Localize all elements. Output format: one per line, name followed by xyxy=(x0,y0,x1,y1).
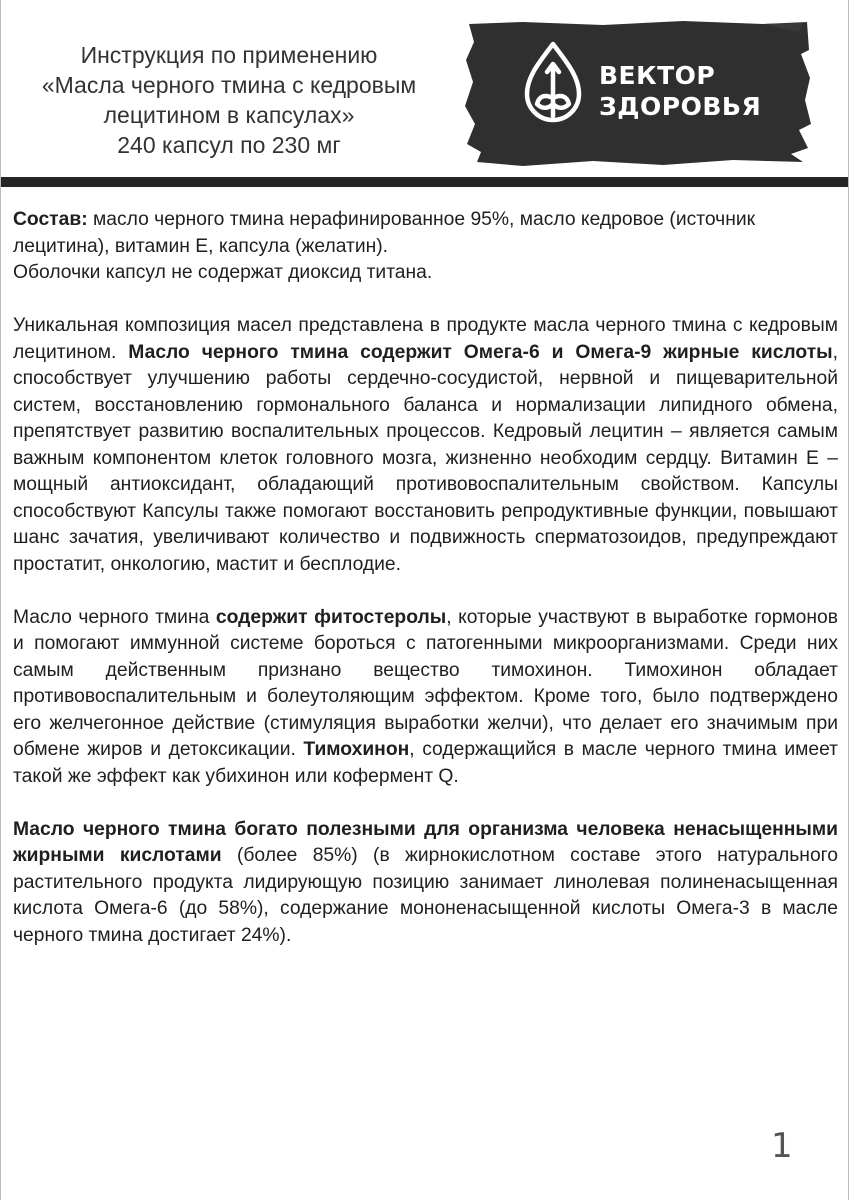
page-number: 1 xyxy=(771,1126,793,1166)
text-segment: , которые участвуют в выработке гормонов и помогают иммунной системе бороться с патогенными микроорганизмами. Среди них самым действенным признано вещество тимохинон. Тимохинон обладает противовоспалительным и болеутоляющим эффектом. Кроме того, было подтверждено его желчегонное действие (стимуляция выработки желчи), что делает его значимым при обмене жиров и детоксикации. xyxy=(13,606,839,760)
header xyxy=(1,0,848,177)
title-line: «Масла черного тмина с кедровым xyxy=(41,72,417,98)
highlight-text: содержит фитостеролы xyxy=(215,606,447,628)
brand-logo xyxy=(463,20,813,170)
fatty-acids-paragraph xyxy=(13,817,838,950)
header-divider xyxy=(1,177,848,187)
logo-text xyxy=(599,60,761,122)
highlight-text: Масло черного тмина богато полезными для организма человека ненасыщенными жирными кислотами xyxy=(13,818,838,866)
document-title xyxy=(9,40,449,160)
title-line: лецитином в капсулах» xyxy=(103,102,355,128)
logo-text-line: ВЕКТОР xyxy=(599,61,716,90)
text-segment: Уникальная композиция масел представлена в продукте масла черного тмина с кедровым лецитином. xyxy=(13,315,838,363)
title-line: Инструкция по применению xyxy=(80,42,378,68)
composition-text: масло черного тмина нерафинированное 95%, масло кедровое (источник лецитина), витамин Е, капсула (желатин). xyxy=(13,209,756,257)
logo-text-line: ЗДОРОВЬЯ xyxy=(599,92,762,121)
omega-paragraph xyxy=(13,313,838,578)
highlight-text: Масло черного тмина содержит Омега-6 и Омега-9 жирные кислоты xyxy=(128,341,833,363)
phytosterols-paragraph xyxy=(13,605,838,791)
text-segment: Масло черного тмина xyxy=(13,606,216,628)
highlight-text: Тимохинон xyxy=(303,739,410,760)
text-segment: , способствует улучшению работы сердечно-сосудистой, нервной и пищеварительной систем, восстановлению гормонального баланса и нормализации липидного обмена, препятствует развитию воспалительных процессов. Кедровый лецитин – является самым важным компонентом клеток головного мозга, жизненно необходим сердцу. Витамин Е – мощный антиоксидант, обладающий противовоспалительным свойством. Капсулы способствуют Капсулы также помогают восстановить репродуктивные функции, повышают шанс зачатия, увеличивают количество и подвижность сперматозоидов, предупреждают простатит, онкологию, мастит и бесплодие. xyxy=(13,341,838,575)
composition-note: Оболочки капсул не содержат диоксид титана. xyxy=(13,262,433,283)
text-segment: (более 85%) (в жирнокислотном составе этого натурального растительного продукта лидирующую позицию занимает линолевая полиненасыщенная кислота Омега-6 (до 58%), содержание мононенасыщенной кислоты Омега-3 в масле черного тмина достигает 24%). xyxy=(13,845,838,946)
instruction-body xyxy=(13,207,838,976)
composition-label: Состав: xyxy=(13,209,88,230)
title-line: 240 капсул по 230 мг xyxy=(117,132,341,158)
composition-paragraph xyxy=(13,207,838,287)
text-segment: , содержащийся в масле черного тмина имеет такой же эффект как убихинон или кофермент Q. xyxy=(13,739,838,787)
